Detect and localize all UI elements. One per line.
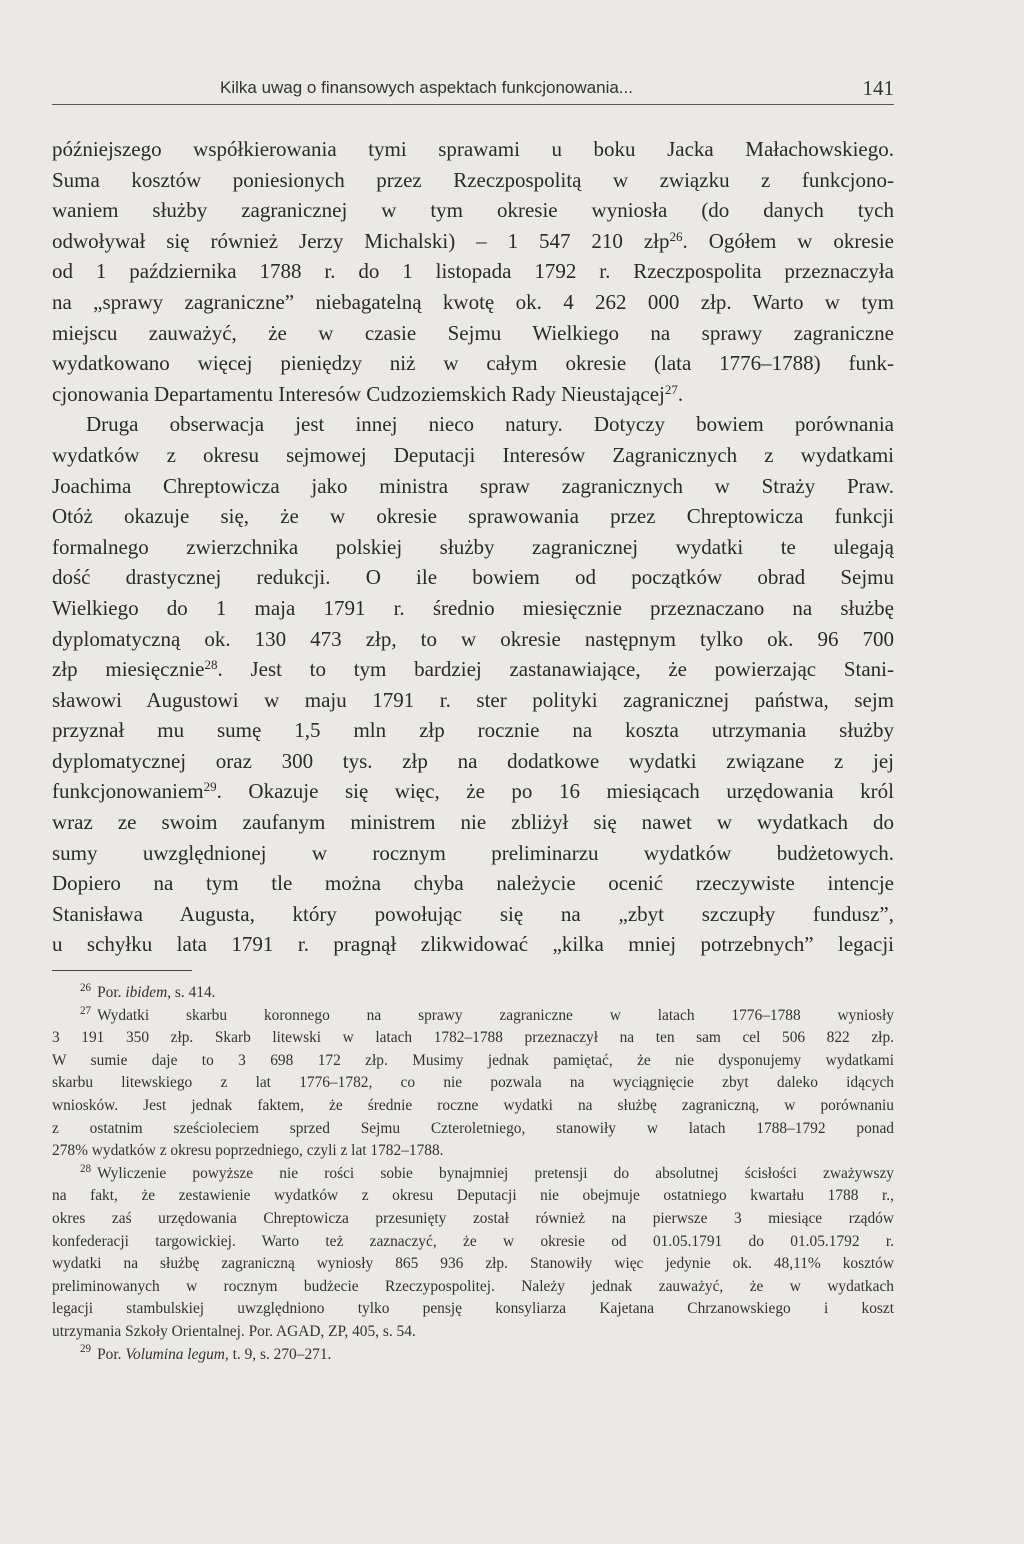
text-line: złp miesięcznie$^{28}$. Jest to tym bardziej zastanawiające, że powierzając Stani- [52, 656, 894, 682]
text-line: Dopiero na tym tle można chyba należycie ocenić rzeczywiste intencje [52, 871, 894, 896]
footnote-line: z ostatnim sześcioleciem sprzed Sejmu Czteroletniego, stanowiły w latach 1788–1792 ponad [52, 1119, 894, 1137]
footnote-mark: 29 [80, 1343, 92, 1356]
text-line: funkcjonowaniem$^{29}$. Okazuje się więc, że po 16 miesiącach urzędowania król [52, 779, 894, 804]
footnote-line: na fakt, że zestawienie wydatków z okresu Deputacji nie obejmuje ostatniego kwartału 1788 r., [52, 1187, 894, 1205]
main-text [52, 134, 894, 960]
footnote-mark: 28 [80, 1162, 92, 1175]
text-line: Otóż okazuje się, że w okresie sprawowania przez Chreptowicza funkcji [52, 504, 894, 529]
text-line: cjonowania Departamentu Interesów Cudzoziemskich Rady Nieustającej$^{27}$. [52, 381, 684, 406]
footnote-29: $^{29}$ Por. Volumina legum, t. 9, s. 270–271. [80, 1343, 332, 1363]
footnote-line: 278% wydatków z okresu poprzedniego, czyli z lat 1782–1788. [52, 1142, 444, 1160]
footnote-line: 3 191 350 złp. Skarb litewski w latach 1782–1788 przeznaczył na ten sam cel 506 822 złp. [52, 1029, 894, 1047]
text-line: późniejszego współkierowania tymi sprawami u boku Jacka Małachowskiego. [52, 137, 894, 161]
footnote-separator [52, 970, 192, 971]
footnote-line: legacji stambulskiej uwzględniono tylko pensję konsyliarza Kajetana Chrzanowskiego i koszt [52, 1300, 894, 1318]
footnote-28: $^{28}$ Wyliczenie powyższe nie rości sobie bynajmniej pretensji do absolutnej ścisłości zważywszy [80, 1162, 894, 1182]
footnote-mark: 27 [80, 1004, 92, 1017]
footnotes [52, 982, 894, 1366]
text-line: dyplomatycznej oraz 300 tys. złp na dodatkowe wydatki związane z jej [52, 748, 894, 773]
footnote-line: okres zaś urzędowania Chreptowicza przesunięty został również na pierwsze 3 miesiące rządów [52, 1209, 894, 1227]
footnote-line: wydatki na służbę zagraniczną wyniosły 865 936 złp. Stanowiły więc jedynie ok. 48,11% kosztów [52, 1255, 894, 1273]
text-line: wydatków z okresu sejmowej Deputacji Interesów Zagranicznych z wydatkami [52, 442, 894, 467]
text-line: u schyłku lata 1791 r. pragnął zlikwidować „kilka mniej potrzebnych” legacji [52, 932, 894, 957]
footnote-line: wniosków. Jest jednak faktem, że średnie roczne wydatki na służbę zagraniczną, w porównaniu [52, 1096, 894, 1114]
text-line: wydatkowano więcej pieniędzy niż w całym okresie (lata 1776–1788) funk- [52, 351, 894, 376]
text-line: dość drastycznej redukcji. O ile bowiem od początków obrad Sejmu [52, 565, 894, 590]
text-line: waniem służby zagranicznej w tym okresie wyniosła (do danych tych [52, 198, 894, 223]
footnote-ref[interactable]: 27 [664, 381, 678, 397]
footnote-26: $^{26}$ Por. ibidem, s. 414. [80, 981, 216, 1001]
text-line: Joachima Chreptowicza jako ministra spraw zagranicznych w Straży Praw. [52, 473, 894, 498]
footnote-line: skarbu litewskiego z lat 1776–1782, co nie pozwala na wyciągnięcie zbyt daleko idących [52, 1074, 894, 1092]
text-line: na „sprawy zagraniczne” niebagatelną kwotę ok. 4 262 000 złp. Warto w tym [52, 289, 894, 314]
footnote-27: $^{27}$ Wydatki skarbu koronnego na sprawy zagraniczne w latach 1776–1788 wyniosły [80, 1004, 894, 1024]
text-line: wraz ze swoim zaufanym ministrem nie zbliżył się nawet w wydatkach do [52, 810, 894, 835]
footnote-ref[interactable]: 26 [669, 228, 683, 244]
text-line: od 1 października 1788 r. do 1 listopada 1792 r. Rzeczpospolita przeznaczyła [52, 259, 894, 284]
text-line: Stanisława Augusta, który powołując się na „zbyt szczupły fundusz”, [52, 901, 894, 926]
text-line: Wielkiego do 1 maja 1791 r. średnio miesięcznie przeznaczano na służbę [52, 595, 894, 620]
footnote-line: W sumie daje to 3 698 172 złp. Musimy jednak pamiętać, że nie dysponujemy wydatkami [52, 1051, 894, 1069]
footnote-ref[interactable]: 28 [204, 656, 218, 672]
text-line: sławowi Augustowi w maju 1791 r. ster polityki zagranicznej państwa, sejm [52, 687, 894, 712]
text-line: sumy uwzględnionej w rocznym preliminarzu wydatków budżetowych. [52, 840, 894, 865]
footnote-line: konfederacji targowickiej. Warto też zaznaczyć, że w okresie od 01.05.1791 do 01.05.1792 r. [52, 1232, 894, 1250]
footnote-mark: 26 [80, 981, 92, 994]
text-line: przyznał mu sumę 1,5 mln złp rocznie na koszta utrzymania służby [52, 718, 894, 743]
running-title: Kilka uwag o finansowych aspektach funkcjonowania... [220, 78, 633, 97]
running-head [52, 76, 894, 105]
text-line: miejscu zauważyć, że w czasie Sejmu Wielkiego na sprawy zagraniczne [52, 320, 894, 345]
text-line: Suma kosztów poniesionych przez Rzeczpospolitą w związku z funkcjono- [52, 167, 894, 192]
footnote-line: preliminowanych w rocznym budżecie Rzeczypospolitej. Należy jednak zauważyć, że w wydatkach [52, 1277, 894, 1295]
text-line: dyplomatyczną ok. 130 473 złp, to w okresie następnym tylko ok. 96 700 [52, 626, 894, 651]
page-number: 141 [862, 76, 894, 100]
paragraph-start: Druga obserwacja jest innej nieco natury. Dotyczy bowiem porównania [86, 412, 894, 437]
footnote-line: utrzymania Szkoły Orientalnej. Por. AGAD, ZP, 405, s. 54. [52, 1322, 416, 1340]
text-line: formalnego zwierzchnika polskiej służby zagranicznej wydatki te ulegają [52, 534, 894, 559]
text-line: odwoływał się również Jerzy Michalski) – 1 547 210 złp$^{26}$. Ogółem w okresie [52, 228, 895, 253]
footnote-ref[interactable]: 29 [203, 779, 217, 795]
